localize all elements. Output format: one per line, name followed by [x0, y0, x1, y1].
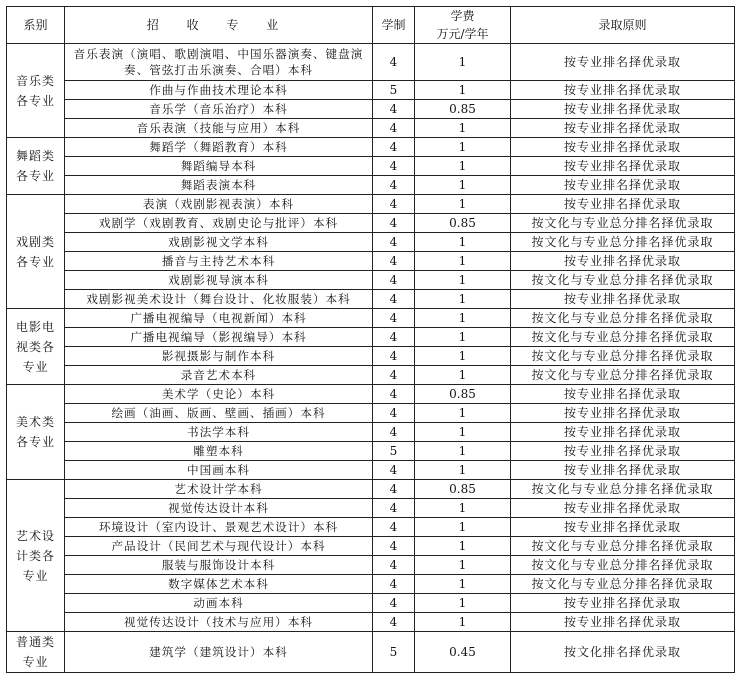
major-cell: 舞蹈编导本科: [65, 157, 373, 176]
fee-cell: 1: [415, 309, 511, 328]
fee-cell: 1: [415, 157, 511, 176]
table-row: [7, 252, 735, 271]
major-cell: 视觉传达设计本科: [65, 499, 373, 518]
table-row: [7, 195, 735, 214]
major-cell: 视觉传达设计（技术与应用）本科: [65, 613, 373, 632]
fee-cell: 0.85: [415, 100, 511, 119]
major-cell: 艺术设计学本科: [65, 480, 373, 499]
rule-cell: 按专业排名择优录取: [511, 100, 735, 119]
header-dept: 系别: [7, 7, 65, 44]
rule-cell: 按文化与专业总分排名择优录取: [511, 347, 735, 366]
major-cell: 书法学本科: [65, 423, 373, 442]
rule-cell: 按专业排名择优录取: [511, 157, 735, 176]
rule-cell: 按专业排名择优录取: [511, 81, 735, 100]
major-cell: 建筑学（建筑设计）本科: [65, 632, 373, 673]
fee-cell: 1: [415, 613, 511, 632]
years-cell: 4: [373, 499, 415, 518]
years-cell: 4: [373, 480, 415, 499]
table-row: [7, 385, 735, 404]
rule-cell: 按文化与专业总分排名择优录取: [511, 537, 735, 556]
table-row: [7, 347, 735, 366]
table-row: [7, 632, 735, 673]
admission-table-wrapper: [6, 6, 735, 673]
table-row: [7, 138, 735, 157]
fee-cell: 1: [415, 499, 511, 518]
rule-cell: 按文化与专业总分排名择优录取: [511, 480, 735, 499]
major-cell: 戏剧影视导演本科: [65, 271, 373, 290]
years-cell: 4: [373, 347, 415, 366]
years-cell: 4: [373, 575, 415, 594]
fee-cell: 1: [415, 404, 511, 423]
fee-cell: 1: [415, 44, 511, 81]
years-cell: 4: [373, 366, 415, 385]
rule-cell: 按专业排名择优录取: [511, 44, 735, 81]
table-row: [7, 271, 735, 290]
table-row: [7, 309, 735, 328]
table-row: [7, 423, 735, 442]
fee-cell: 1: [415, 461, 511, 480]
years-cell: 4: [373, 613, 415, 632]
major-cell: 舞蹈表演本科: [65, 176, 373, 195]
fee-cell: 0.45: [415, 632, 511, 673]
fee-cell: 1: [415, 575, 511, 594]
rule-cell: 按专业排名择优录取: [511, 252, 735, 271]
years-cell: 4: [373, 537, 415, 556]
rule-cell: 按文化排名择优录取: [511, 632, 735, 673]
header-major: 招 收 专 业: [65, 7, 373, 44]
major-cell: 影视摄影与制作本科: [65, 347, 373, 366]
table-row: [7, 480, 735, 499]
table-row: [7, 366, 735, 385]
major-cell: 作曲与作曲技术理论本科: [65, 81, 373, 100]
major-cell: 动画本科: [65, 594, 373, 613]
admission-table: [6, 6, 735, 673]
major-cell: 戏剧影视文学本科: [65, 233, 373, 252]
table-row: [7, 461, 735, 480]
years-cell: 4: [373, 252, 415, 271]
fee-cell: 1: [415, 176, 511, 195]
header-fee: [415, 7, 511, 44]
fee-cell: 1: [415, 537, 511, 556]
years-cell: 4: [373, 176, 415, 195]
rule-cell: 按专业排名择优录取: [511, 176, 735, 195]
years-cell: 4: [373, 44, 415, 81]
fee-cell: 0.85: [415, 214, 511, 233]
table-row: [7, 81, 735, 100]
rule-cell: 按专业排名择优录取: [511, 499, 735, 518]
fee-cell: 1: [415, 195, 511, 214]
rule-cell: 按文化与专业总分排名择优录取: [511, 214, 735, 233]
major-cell: 舞蹈学（舞蹈教育）本科: [65, 138, 373, 157]
rule-cell: 按专业排名择优录取: [511, 594, 735, 613]
years-cell: 4: [373, 271, 415, 290]
years-cell: 4: [373, 214, 415, 233]
table-row: [7, 556, 735, 575]
dept-cell: 舞蹈类各专业: [7, 138, 65, 195]
dept-cell: 普通类专业: [7, 632, 65, 673]
years-cell: 4: [373, 290, 415, 309]
rule-cell: 按专业排名择优录取: [511, 119, 735, 138]
years-cell: 4: [373, 423, 415, 442]
major-cell: 音乐表演（演唱、歌剧演唱、中国乐器演奏、键盘演奏、管弦打击乐演奏、合唱）本科: [65, 44, 373, 81]
dept-cell: 戏剧类各专业: [7, 195, 65, 309]
table-row: [7, 100, 735, 119]
fee-cell: 1: [415, 556, 511, 575]
major-cell: 广播电视编导（影视编导）本科: [65, 328, 373, 347]
major-cell: 广播电视编导（电视新闻）本科: [65, 309, 373, 328]
rule-cell: 按文化与专业总分排名择优录取: [511, 271, 735, 290]
major-cell: 服装与服饰设计本科: [65, 556, 373, 575]
years-cell: 4: [373, 233, 415, 252]
major-cell: 播音与主持艺术本科: [65, 252, 373, 271]
table-row: [7, 233, 735, 252]
major-cell: 戏剧学（戏剧教育、戏剧史论与批评）本科: [65, 214, 373, 233]
major-cell: 数字媒体艺术本科: [65, 575, 373, 594]
years-cell: 4: [373, 100, 415, 119]
rule-cell: 按文化与专业总分排名择优录取: [511, 366, 735, 385]
years-cell: 4: [373, 385, 415, 404]
rule-cell: 按文化与专业总分排名择优录取: [511, 556, 735, 575]
table-row: [7, 404, 735, 423]
rule-cell: 按专业排名择优录取: [511, 423, 735, 442]
years-cell: 5: [373, 81, 415, 100]
years-cell: 4: [373, 138, 415, 157]
fee-cell: 1: [415, 252, 511, 271]
fee-cell: 1: [415, 233, 511, 252]
header-row: [7, 7, 735, 44]
table-row: [7, 537, 735, 556]
fee-cell: 1: [415, 290, 511, 309]
fee-cell: 0.85: [415, 480, 511, 499]
header-fee-line1: 学费: [450, 9, 475, 23]
dept-cell: 电影电视类各专业: [7, 309, 65, 385]
years-cell: 4: [373, 157, 415, 176]
header-rule: 录取原则: [511, 7, 735, 44]
major-cell: 音乐学（音乐治疗）本科: [65, 100, 373, 119]
fee-cell: 1: [415, 271, 511, 290]
rule-cell: 按专业排名择优录取: [511, 290, 735, 309]
major-cell: 录音艺术本科: [65, 366, 373, 385]
major-cell: 表演（戏剧影视表演）本科: [65, 195, 373, 214]
table-row: [7, 594, 735, 613]
years-cell: 4: [373, 195, 415, 214]
years-cell: 4: [373, 461, 415, 480]
fee-cell: 0.85: [415, 385, 511, 404]
years-cell: 4: [373, 556, 415, 575]
header-years: 学制: [373, 7, 415, 44]
fee-cell: 1: [415, 138, 511, 157]
fee-cell: 1: [415, 423, 511, 442]
years-cell: 4: [373, 309, 415, 328]
dept-cell: 艺术设计类各专业: [7, 480, 65, 632]
major-cell: 雕塑本科: [65, 442, 373, 461]
rule-cell: 按专业排名择优录取: [511, 404, 735, 423]
table-row: [7, 44, 735, 81]
table-row: [7, 518, 735, 537]
dept-cell: 音乐类各专业: [7, 44, 65, 138]
fee-cell: 1: [415, 81, 511, 100]
table-row: [7, 575, 735, 594]
years-cell: 5: [373, 632, 415, 673]
years-cell: 5: [373, 442, 415, 461]
dept-cell: 美术类各专业: [7, 385, 65, 480]
fee-cell: 1: [415, 594, 511, 613]
major-cell: 中国画本科: [65, 461, 373, 480]
fee-cell: 1: [415, 518, 511, 537]
table-row: [7, 157, 735, 176]
years-cell: 4: [373, 119, 415, 138]
major-cell: 产品设计（民间艺术与现代设计）本科: [65, 537, 373, 556]
rule-cell: 按文化与专业总分排名择优录取: [511, 233, 735, 252]
rule-cell: 按文化与专业总分排名择优录取: [511, 309, 735, 328]
major-cell: 戏剧影视美术设计（舞台设计、化妆服装）本科: [65, 290, 373, 309]
fee-cell: 1: [415, 347, 511, 366]
fee-cell: 1: [415, 442, 511, 461]
header-fee-line2: 万元/学年: [436, 27, 489, 41]
rule-cell: 按专业排名择优录取: [511, 613, 735, 632]
years-cell: 4: [373, 328, 415, 347]
rule-cell: 按专业排名择优录取: [511, 195, 735, 214]
table-row: [7, 613, 735, 632]
table-row: [7, 214, 735, 233]
table-row: [7, 119, 735, 138]
fee-cell: 1: [415, 366, 511, 385]
rule-cell: 按专业排名择优录取: [511, 138, 735, 157]
rule-cell: 按专业排名择优录取: [511, 461, 735, 480]
table-body: [7, 44, 735, 673]
rule-cell: 按专业排名择优录取: [511, 442, 735, 461]
rule-cell: 按文化与专业总分排名择优录取: [511, 575, 735, 594]
major-cell: 美术学（史论）本科: [65, 385, 373, 404]
years-cell: 4: [373, 518, 415, 537]
years-cell: 4: [373, 404, 415, 423]
major-cell: 环境设计（室内设计、景观艺术设计）本科: [65, 518, 373, 537]
fee-cell: 1: [415, 119, 511, 138]
table-row: [7, 290, 735, 309]
fee-cell: 1: [415, 328, 511, 347]
rule-cell: 按专业排名择优录取: [511, 385, 735, 404]
rule-cell: 按文化与专业总分排名择优录取: [511, 328, 735, 347]
table-row: [7, 499, 735, 518]
years-cell: 4: [373, 594, 415, 613]
table-row: [7, 442, 735, 461]
major-cell: 绘画（油画、版画、壁画、插画）本科: [65, 404, 373, 423]
table-row: [7, 328, 735, 347]
major-cell: 音乐表演（技能与应用）本科: [65, 119, 373, 138]
table-row: [7, 176, 735, 195]
rule-cell: 按专业排名择优录取: [511, 518, 735, 537]
